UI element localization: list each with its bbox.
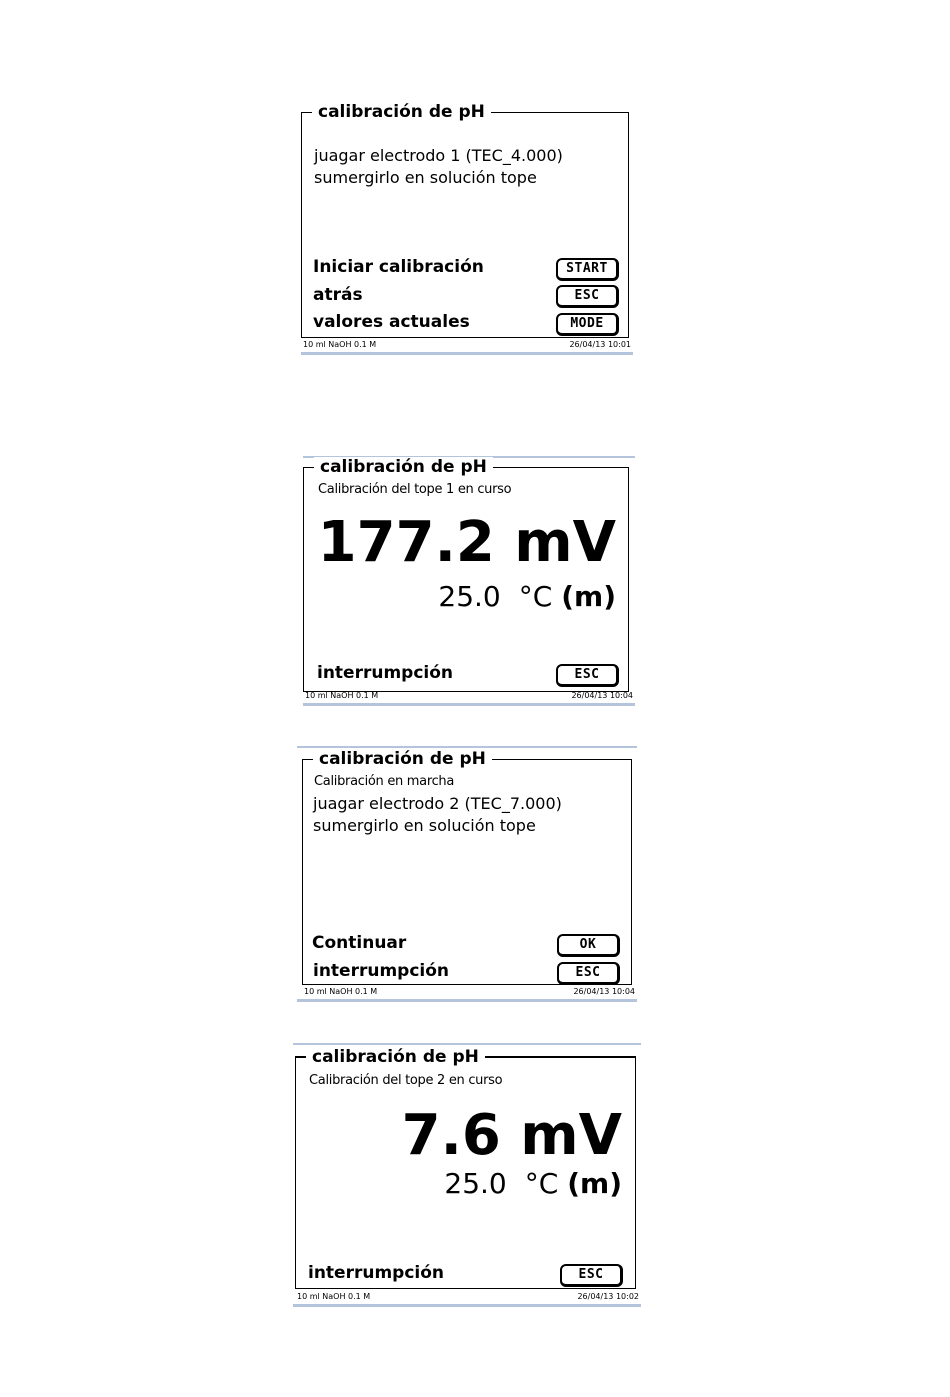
status-bar bbox=[293, 1290, 641, 1307]
top-divider bbox=[293, 1043, 641, 1045]
current-values-label: valores actuales bbox=[313, 312, 470, 332]
start-calibration-label: Iniciar calibración bbox=[313, 257, 484, 277]
status-datetime: 26/04/13 10:01 bbox=[569, 340, 631, 349]
status-bar bbox=[301, 338, 633, 355]
calibration-screen-4 bbox=[293, 1043, 641, 1307]
status-method: 10 ml NaOH 0.1 M bbox=[303, 340, 377, 349]
temperature-mode: (m) bbox=[567, 1167, 622, 1200]
ok-key-button[interactable]: OK bbox=[557, 934, 620, 957]
esc-key-button[interactable]: ESC bbox=[556, 285, 619, 308]
interrupt-label: interrumpción bbox=[308, 1263, 445, 1283]
potential-reading: 7.6 mV bbox=[401, 1103, 622, 1168]
interrupt-label: interrumpción bbox=[317, 663, 454, 683]
back-label: atrás bbox=[313, 285, 363, 305]
instruction-line-2: sumergirlo en solución tope bbox=[314, 168, 537, 187]
progress-message: Calibración del tope 1 en curso bbox=[318, 482, 512, 497]
interrupt-label: interrumpción bbox=[313, 961, 450, 981]
status-bar bbox=[303, 689, 635, 706]
screen-frame bbox=[302, 749, 632, 985]
status-datetime: 26/04/13 10:02 bbox=[577, 1292, 639, 1301]
temperature-reading bbox=[444, 1168, 622, 1200]
screen-title: calibración de pH bbox=[313, 749, 492, 769]
status-bar bbox=[297, 985, 637, 1002]
status-datetime: 26/04/13 10:04 bbox=[571, 691, 633, 700]
status-method: 10 ml NaOH 0.1 M bbox=[305, 691, 379, 700]
temperature-mode: (m) bbox=[561, 580, 616, 613]
esc-key-button[interactable]: ESC bbox=[557, 962, 620, 985]
start-key-button[interactable]: START bbox=[556, 258, 619, 281]
top-divider bbox=[297, 746, 637, 748]
progress-message: Calibración en marcha bbox=[314, 774, 455, 789]
temperature-value: 25.0 bbox=[444, 1167, 507, 1200]
potential-reading: 177.2 mV bbox=[317, 510, 616, 575]
screen-frame bbox=[303, 457, 629, 692]
screen-frame bbox=[295, 1047, 636, 1289]
status-method: 10 ml NaOH 0.1 M bbox=[304, 987, 378, 996]
esc-key-button[interactable]: ESC bbox=[556, 664, 619, 687]
calibration-screen-1 bbox=[301, 102, 633, 352]
calibration-screen-3 bbox=[297, 746, 637, 1002]
temperature-value: 25.0 bbox=[438, 580, 501, 613]
continue-label: Continuar bbox=[312, 933, 407, 953]
temperature-unit: °C bbox=[524, 1167, 559, 1200]
status-method: 10 ml NaOH 0.1 M bbox=[297, 1292, 371, 1301]
screen-title: calibración de pH bbox=[312, 102, 491, 122]
instruction-line-1: juagar electrodo 2 (TEC_7.000) bbox=[313, 794, 562, 813]
status-datetime: 26/04/13 10:04 bbox=[573, 987, 635, 996]
instruction-line-2: sumergirlo en solución tope bbox=[313, 816, 536, 835]
temperature-reading bbox=[438, 581, 616, 613]
esc-key-button[interactable]: ESC bbox=[560, 1264, 623, 1287]
screen-title: calibración de pH bbox=[306, 1047, 485, 1067]
screen-title: calibración de pH bbox=[314, 457, 493, 477]
mode-key-button[interactable]: MODE bbox=[556, 313, 619, 336]
instruction-line-1: juagar electrodo 1 (TEC_4.000) bbox=[314, 146, 563, 165]
screen-frame bbox=[301, 102, 629, 338]
calibration-screen-2 bbox=[303, 456, 635, 706]
temperature-unit: °C bbox=[518, 580, 553, 613]
progress-message: Calibración del tope 2 en curso bbox=[309, 1073, 503, 1088]
